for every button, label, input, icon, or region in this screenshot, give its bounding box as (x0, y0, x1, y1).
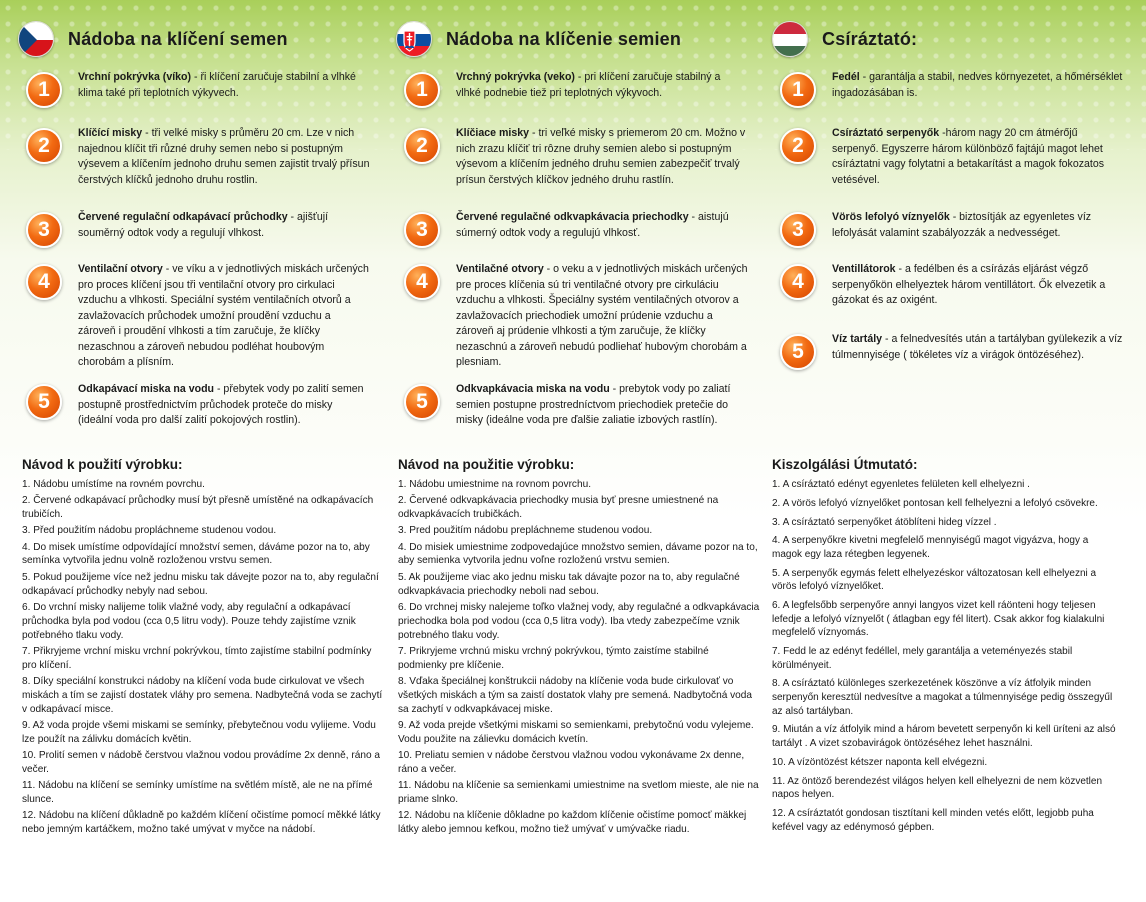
guide-step: 6. Do vrchní misky nalijeme tolik vlažné vody, aby regulační a odkapávací průchodka byla pod vodou (cca 0,5 litru vody). Pouze tehdy zajistíme vznik potřebného tlaku vody. (22, 601, 356, 641)
part-description: Klíčící misky - tři velké misky s průměru 20 cm. Lze v nich najednou klíčit tři různé druhy semen nebo si postupným výsevem a klíčením jednoho druhu semen zajistit trvalý přísun čerstvých klíčků jednoho druhu rostlin. (78, 127, 370, 186)
guide-step: 5. Ak použijeme viac ako jednu misku tak dávajte pozor na to, aby regulačné odkvapkávacia priechodky neboli nad sebou. (398, 571, 740, 597)
number-badge-icon: 2 (780, 128, 816, 164)
part-item (396, 70, 754, 126)
part-name: Vrchný pokrývka (veko) (456, 71, 575, 83)
part-name: Odkapávací miska na vodu (78, 383, 215, 395)
number-badge-icon: 1 (404, 72, 440, 108)
part-item (18, 126, 376, 210)
part-item (772, 262, 1130, 332)
part-item (18, 262, 376, 382)
part-name: Víz tartály (832, 333, 883, 345)
guide-step: 12. Nádobu na klíčení důkladně po každém klíčení očistíme pomocí měkké látky nebo jemným kartáčkem, možno také umývat v myčce na nádobí. (22, 810, 381, 836)
number-badge-icon: 4 (26, 264, 62, 300)
part-description: Víz tartály - a felnedvesítés után a tartályban gyülekezik a víz túlmennyisége ( tökéletes víz a virágok öntözéséhez). (832, 333, 1123, 361)
guide-step: 11. Nádobu na klíčenie sa semienkami umiestnime na svetlom mieste, ale nie na priame slnko. (398, 780, 759, 805)
part-name: Vörös lefolyó víznyelők (832, 211, 950, 223)
part-description: Vörös lefolyó víznyelők - biztosítják az egyenletes víz lefolyását valamint szabályozzák a nedvességet. (832, 211, 1092, 239)
guide-step: 7. Přikryjeme vrchní misku vrchní pokrývkou, tímto zajistíme stabilní podmínky pro klíčení. (22, 645, 372, 671)
slovak-flag-icon (396, 21, 432, 57)
guide-step: 7. Prikryjeme vrchnú misku vrchný pokrývkou, týmto zaistíme stabilné podmienky pre klíčenie. (398, 645, 709, 671)
number-badge-icon: 4 (780, 264, 816, 300)
part-description: Ventillátorok - a fedélben és a csírázás eljárást végző serpenyőkön elhelyeztek három ventillátort. Ők elvezetik a gázokat és az oxigént. (832, 263, 1106, 306)
guide-step: 2. Červené odkapávací průchodky musí být přesně umístěné na odkapávacích trubičích. (22, 495, 374, 521)
guide-step: 12. A csíráztatót gondosan tisztítani kell minden vetés előtt, legjobb puha kefével vagy az edénymosó gépben. (772, 807, 1094, 833)
column-title: Nádoba na klíčenie semien (446, 28, 682, 49)
part-description: Fedél - garantálja a stabil, nedves környezetet, a hőmérséklet ingadozásában is. (832, 71, 1123, 99)
guide-title: Návod k použití výrobku: (22, 457, 183, 472)
guide-step: 4. Do misek umístíme odpovídající množství semen, dáváme pozor na to, aby semínka vytvořila jednu volně rozloženou vrstvu semen. (22, 541, 370, 567)
part-item (772, 70, 1130, 126)
part-name: Červené regulačné odkvapkávacia priechodky (456, 211, 689, 223)
part-name: Ventilační otvory (78, 263, 163, 275)
guide-step: 2. Červené odkvapkávacia priechodky musia byť presne umiestnené na odkvapkávacích trubičkách. (398, 495, 719, 521)
number-badge-icon: 3 (780, 212, 816, 248)
part-name: Ventillátorok (832, 263, 896, 275)
guide-step: 1. A csíráztató edényt egyenletes felületen kell elhelyezni . (772, 479, 1030, 490)
number-badge-icon: 5 (780, 334, 816, 370)
part-description: Odkapávací miska na vodu - přebytek vody po zalití semen postupně prostřednictvím průchodek proteče do misky (ideální voda pro další zalití pokojových rostlin). (78, 383, 364, 426)
part-name: Ventilačné otvory (456, 263, 544, 275)
part-item (396, 262, 754, 382)
number-badge-icon: 3 (404, 212, 440, 248)
column-slovak (396, 18, 754, 438)
guide-step: 4. Do misiek umiestnime zodpovedajúce množstvo semien, dávame pozor na to, aby semienka vytvorila jednu voľne rozloženú vrstvu semien. (398, 541, 758, 567)
part-name: Vrchní pokrývka (víko) (78, 71, 192, 83)
usage-guide-slovak (398, 457, 760, 839)
part-item (396, 210, 754, 262)
guide-step: 9. Až voda projde všemi miskami se semínky, přebytečnou vodu vylijeme. Vodu lze použít na zálivku domácích květin. (22, 719, 376, 745)
guide-step: 2. A vörös lefolyó víznyelőket pontosan kell felhelyezni a lefolyó csövekre. (772, 497, 1098, 509)
guide-step: 8. A csíráztató különleges szerkezetének köszönve a víz átfolyik minden serpenyőn keresztül nedvesítve a magokat a túlmennyisége pedig összegyűl az alsó tartályban. (772, 678, 1113, 717)
number-badge-icon: 1 (780, 72, 816, 108)
guide-step: 6. A legfelsőbb serpenyőre annyi langyos vizet kell ráönteni hogy teljesen lefedje a lefolyó víznyelőt ( átlagban egy fél litert). Csak akkor fog kialakulni megfelelő víznyomás. (772, 600, 1105, 639)
guide-step: 7. Fedd le az edényt fedéllel, mely garantálja a veteményezés stabil körülményeit. (772, 646, 1073, 671)
part-description: Ventilační otvory - ve víku a v jednotlivých miskách určených pro proces klíčení jsou tři ventilační otvory pro cirkulaci vzduchu a vlhkosti. Speciální systém ventilačních otvorů a zavlažovacích průchodek umožní proudění vzduchu a zároveň i proudění vlhkosti a tím zaručuje, že klíčky nezaschnou a zároveň nebudou podléhat houbovým chorobám a plísním. (78, 263, 369, 368)
part-item (18, 70, 376, 126)
part-name: Červené regulační odkapávací průchodky (78, 211, 288, 223)
guide-step: 9. Miután a víz átfolyik mind a három bevetett serpenyőn ki kell üríteni az alsó tartályt . A vizet szobavirágok öntözéséhez lehet használni. (772, 724, 1116, 749)
number-badge-icon: 3 (26, 212, 62, 248)
part-description: Odkvapkávacia miska na vodu - prebytok vody po zaliatí semien postupne prostredníctvom priechodiek pretečie do misky (ideálne voda pre ďalšie zaliatie izbových rastlín). (456, 383, 731, 426)
guide-step: 10. Preliatu semien v nádobe čerstvou vlažnou vodou vykonávame 2x denne, ráno a večer. (398, 749, 745, 775)
part-item (772, 210, 1130, 262)
guide-title: Kiszolgálási Útmutató: (772, 457, 918, 472)
part-item (772, 332, 1130, 384)
guide-step: 8. Díky speciální konstrukci nádoby na klíčení voda bude cirkulovat ve všech miskách a tím se zajistí dostatek vláhy pro semena. Nadbytečná voda se zachytí v odkapávací misce. (22, 675, 383, 715)
column-header (772, 18, 1130, 60)
column-hungarian (772, 18, 1130, 384)
number-badge-icon: 2 (404, 128, 440, 164)
guide-step: 3. Před použitím nádobu propláchneme studenou vodou. (22, 525, 277, 537)
part-item (18, 382, 376, 438)
usage-guide-czech (22, 457, 384, 839)
guide-step: 4. A serpenyőkre kivetni megfelelő mennyiségű magot vigyázva, hogy a magok egy laza rétegben legyenek. (772, 535, 1089, 560)
part-name: Odkvapkávacia miska na vodu (456, 383, 610, 395)
guide-step: 6. Do vrchnej misky nalejeme toľko vlažnej vody, aby regulačné a odkvapkávacia priechodka bola pod vodou (cca 0,5 litra vody). Iba vtedy zabezpečíme vznik potrebného tlaku vody. (398, 601, 760, 641)
guide-step: 3. A csíráztató serpenyőket átöblíteni hideg vízzel . (772, 516, 997, 528)
number-badge-icon: 1 (26, 72, 62, 108)
guide-step: 8. Vďaka špeciálnej konštrukcii nádoby na klíčenie voda bude cirkulovať vo všetkých miskách a tým sa zaistí dostatok vlahy pre semená. Nadbytočná voda sa zachytí v odkvapkávacej miske. (398, 675, 753, 715)
part-name: Klíčiace misky (456, 127, 530, 139)
guide-step: 11. Az öntöző berendezést világos helyen kell elhelyezni de nem közvetlen napos helyen. (772, 775, 1103, 801)
czech-flag-icon (18, 21, 54, 57)
part-description: Červené regulační odkapávací průchodky - ajišťují souměrný odtok vody a regulují vlhkost. (78, 211, 329, 239)
guide-step: 10. Prolití semen v nádobě čerstvou vlažnou vodou provádíme 2x denně, ráno a večer. (22, 749, 380, 775)
number-badge-icon: 5 (404, 384, 440, 420)
part-item (772, 126, 1130, 210)
part-description: Vrchný pokrývka (veko) - pri klíčení zaručuje stabilný a vlhké podnebie tiež pri teplotných výkyvoch. (456, 71, 721, 99)
column-header (18, 18, 376, 60)
part-name: Fedél (832, 71, 860, 83)
usage-guide-hungarian (772, 457, 1117, 839)
column-header (396, 18, 754, 60)
guide-step: 11. Nádobu na klíčení se semínky umístíme na světlém místě, ale ne na přímé slunce. (22, 780, 373, 805)
guide-title: Návod na použitie výrobku: (398, 457, 575, 472)
guide-step: 5. Pokud použijeme více než jednu misku tak dávejte pozor na to, aby regulační odkapávací průchodky nebyly nad sebou. (22, 571, 379, 597)
guide-step: 3. Pred použitím nádobu prepláchneme studenou vodou. (398, 525, 653, 537)
part-name: Csíráztató serpenyők (832, 127, 940, 139)
column-title: Csíráztató: (822, 28, 918, 49)
part-name: Klíčící misky (78, 127, 143, 139)
guide-step: 5. A serpenyők egymás felett elhelyezéskor változatosan kell elhelyezni a vörös lefolyó víznyelőket. (772, 567, 1097, 593)
part-item (396, 126, 754, 210)
part-description: Csíráztató serpenyők -három nagy 20 cm átmérőjű serpenyő. Egyszerre három különböző fajtájú magot lehet csíráztatni vagy folytatni a betakarítást a magok fokozatos vetésével. (832, 127, 1105, 186)
part-description: Klíčiace misky - tri veľké misky s priemerom 20 cm. Možno v nich zrazu klíčiť tri rôzne druhy semien alebo si postupným výsevom a klíčením jedného druhu semien zabezpečiť trvalý prísun čerstvých klíčkov jedného druhu rastlín. (456, 127, 746, 186)
number-badge-icon: 5 (26, 384, 62, 420)
part-description: Červené regulačné odkvapkávacia priechodky - aistujú súmerný odtok vody a regulujú vlhkosť. (456, 211, 729, 239)
number-badge-icon: 4 (404, 264, 440, 300)
part-item (18, 210, 376, 262)
part-description: Vrchní pokrývka (víko) - ři klíčení zaručuje stabilní a vlhké klima také při teplotních výkyvech. (78, 71, 356, 99)
guide-step: 1. Nádobu umístíme na rovném povrchu. (22, 479, 205, 490)
guide-step: 12. Nádobu na klíčenie dôkladne po každom klíčenie očistíme pomocť mäkkej látky alebo jemnou kefkou, možno tiež umývať v umývačke riadu. (398, 810, 747, 836)
guide-step: 10. A vízöntözést kétszer naponta kell elvégezni. (772, 756, 988, 768)
part-description: Ventilačné otvory - o veku a v jednotlivých miskách určených pre proces klíčenia sú tri ventilačné otvory pre cirkuláciu vzduchu a vlhkosti. Špeciálny systém ventilačných otvorov a zavlažovacích priechodiek umožní prúdenie vzduchu a zároveň aj prúdenie vlhkosti a tým zaručuje, že klíčky nezaschnú a zároveň nebudú podliehať hubovým chorobám a plesniam. (456, 263, 748, 368)
part-item (396, 382, 754, 438)
number-badge-icon: 2 (26, 128, 62, 164)
column-title: Nádoba na klíčení semen (68, 28, 288, 49)
guide-step: 1. Nádobu umiestnime na rovnom povrchu. (398, 479, 592, 490)
guide-step: 9. Až voda prejde všetkými miskami so semienkami, prebytočnú vodu vylejeme. Vodu použite na zálievku domácich kvetín. (398, 719, 754, 745)
column-czech (18, 18, 376, 438)
hungarian-flag-icon (772, 21, 808, 57)
